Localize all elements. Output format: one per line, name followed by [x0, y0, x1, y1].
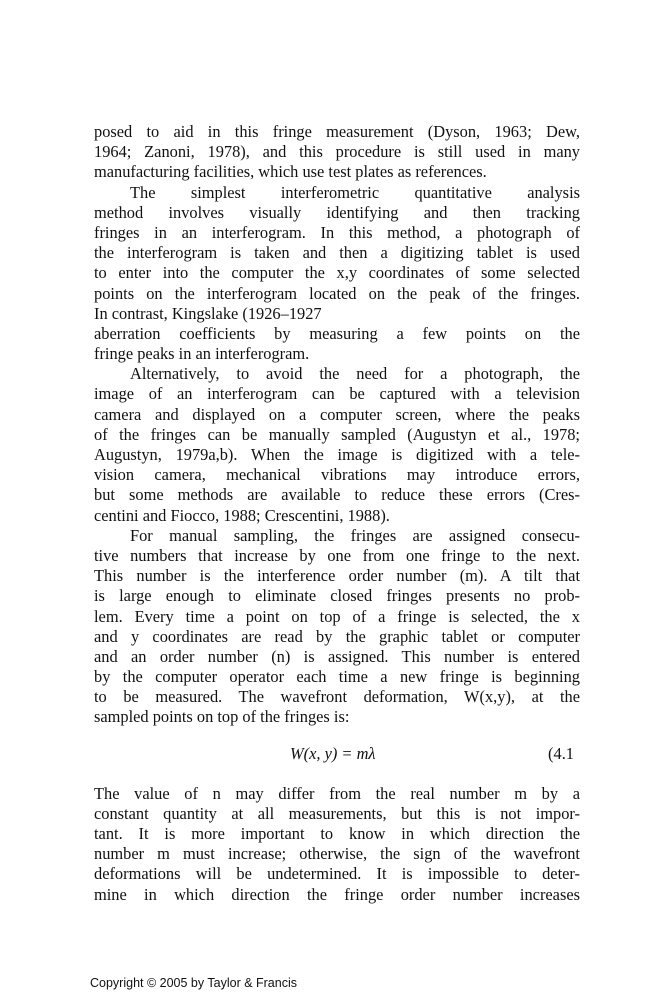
text-line: Augustyn, 1979a,b). When the image is digitized with a tele-: [94, 445, 580, 464]
text-line: This number is the interference order number (m). A tilt that: [94, 566, 580, 586]
text-line: The simplest interferometric quantitative analysis: [130, 182, 580, 202]
text-line: deformations will be undetermined. It is impossible to deter-: [94, 864, 580, 884]
text-line: of the fringes can be manually sampled (Augustyn et al., 1978;: [94, 424, 580, 444]
text-line: and an order number (n) is assigned. This number is entered: [94, 646, 580, 666]
text-line: vision camera, mechanical vibrations may introduce errors,: [94, 465, 580, 485]
text-line: to enter into the computer the x,y coordinates of some selected: [94, 263, 580, 283]
text-line: fringe peaks in an interferogram.: [94, 344, 310, 364]
text-line: posed to aid in this fringe measurement (Dyson, 1963; Dew,: [94, 122, 580, 141]
text-line: mine in which direction the fringe order number increases: [94, 884, 580, 904]
equation-expression: W(x, y) = mλ: [290, 743, 376, 763]
text-line: In contrast, Kingslake (1926–1927: [94, 303, 322, 323]
text-line: the interferogram is taken and then a digitizing tablet is used: [94, 243, 580, 263]
text-line: Alternatively, to avoid the need for a photograph, the: [130, 364, 580, 384]
text-line: centini and Fiocco, 1988; Crescentini, 1988).: [94, 505, 390, 525]
text-line: is large enough to eliminate closed fringes presents no prob-: [94, 586, 580, 606]
text-line: number m must increase; otherwise, the sign of the wavefront: [94, 844, 580, 864]
text-line: tant. It is more important to know in which direction the: [94, 824, 580, 843]
text-line: aberration coefficients by measuring a few points on the: [94, 323, 580, 343]
text-line: points on the interferogram located on the peak of the fringes.: [94, 283, 580, 303]
text-line: tive numbers that increase by one from one fringe to the next.: [94, 545, 580, 565]
text-line: sampled points on top of the fringes is:: [94, 707, 350, 727]
text-line: image of an interferogram can be captured with a television: [94, 384, 580, 404]
equation-number: (4.1: [548, 743, 574, 763]
text-line: lem. Every time a point on top of a fringe is selected, the x: [94, 606, 580, 626]
text-line: to be measured. The wavefront deformation, W(x,y), at the: [94, 687, 580, 707]
text-line: The value of n may differ from the real number m by a: [94, 783, 580, 803]
text-line: 1964; Zanoni, 1978), and this procedure is still used in many: [94, 142, 580, 162]
copyright-footer: Copyright © 2005 by Taylor & Francis: [90, 976, 297, 990]
equation: [94, 744, 580, 768]
text-line: For manual sampling, the fringes are assigned consecu-: [130, 525, 580, 545]
text-line: manufacturing facilities, which use test plates as references.: [94, 162, 487, 182]
text-line: but some methods are available to reduce these errors (Cres-: [94, 485, 580, 505]
text-line: and y coordinates are read by the graphic tablet or computer: [94, 626, 580, 646]
text-line: by the computer operator each time a new fringe is beginning: [94, 667, 580, 687]
page-body: [94, 122, 580, 905]
text-line: method involves visually identifying and then tracking: [94, 202, 580, 222]
text-line: fringes in an interferogram. In this method, a photograph of: [94, 222, 580, 242]
text-line: constant quantity at all measurements, but this is not impor-: [94, 803, 580, 823]
text-line: camera and displayed on a computer screen, where the peaks: [94, 404, 580, 424]
